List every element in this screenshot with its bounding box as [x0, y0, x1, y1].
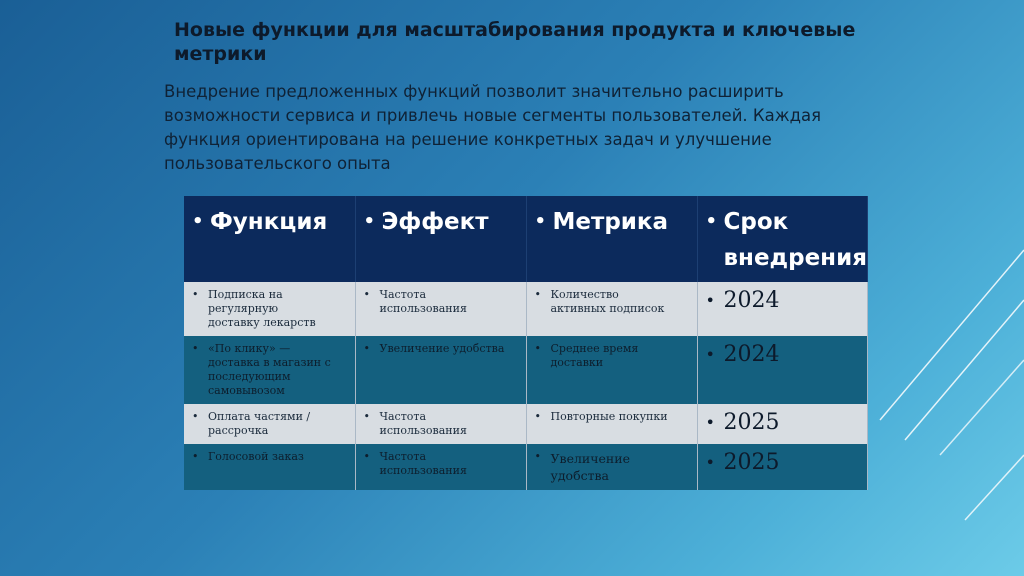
table-row	[184, 336, 867, 404]
table-header-row	[184, 196, 867, 282]
cell-year: • 2025	[697, 404, 867, 444]
cell-metric: • Увеличение удобства	[526, 444, 697, 490]
cell-year: • 2024	[697, 336, 867, 404]
cell-effect: • Частота использования	[355, 282, 526, 336]
cell-year: • 2024	[697, 282, 867, 336]
table-row	[184, 282, 867, 336]
header-function: • Функция	[184, 196, 355, 282]
features-table	[184, 196, 868, 490]
intro-paragraph: Внедрение предложенных функций позволит значительно расширить возможности сервиса и привлечь новые сегменты пользователей. Каждая функция ориентирована на решение конкретных задач и улучшение пользовательского опыта	[164, 82, 822, 173]
cell-function: • Оплата частями / рассрочка	[184, 404, 355, 444]
cell-effect: • Частота использования	[355, 444, 526, 490]
cell-effect: • Частота использования	[355, 404, 526, 444]
header-metric: • Метрика	[526, 196, 697, 282]
header-effect: • Эффект	[355, 196, 526, 282]
table-row	[184, 404, 867, 444]
cell-function: • «По клику» — доставка в магазин с последующим самовывозом	[184, 336, 355, 404]
cell-function: • Голосовой заказ	[184, 444, 355, 490]
header-deadline: • Срок внедрения	[697, 196, 867, 282]
cell-metric: • Количество активных подписок	[526, 282, 697, 336]
cell-metric: • Повторные покупки	[526, 404, 697, 444]
cell-metric: • Среднее время доставки	[526, 336, 697, 404]
cell-effect: • Увеличение удобства	[355, 336, 526, 404]
cell-year: • 2025	[697, 444, 867, 490]
slide-title: Новые функции для масштабирования продукта и ключевые метрики	[174, 19, 856, 65]
cell-function: • Подписка на регулярную доставку лекарств	[184, 282, 355, 336]
table-row	[184, 444, 867, 490]
